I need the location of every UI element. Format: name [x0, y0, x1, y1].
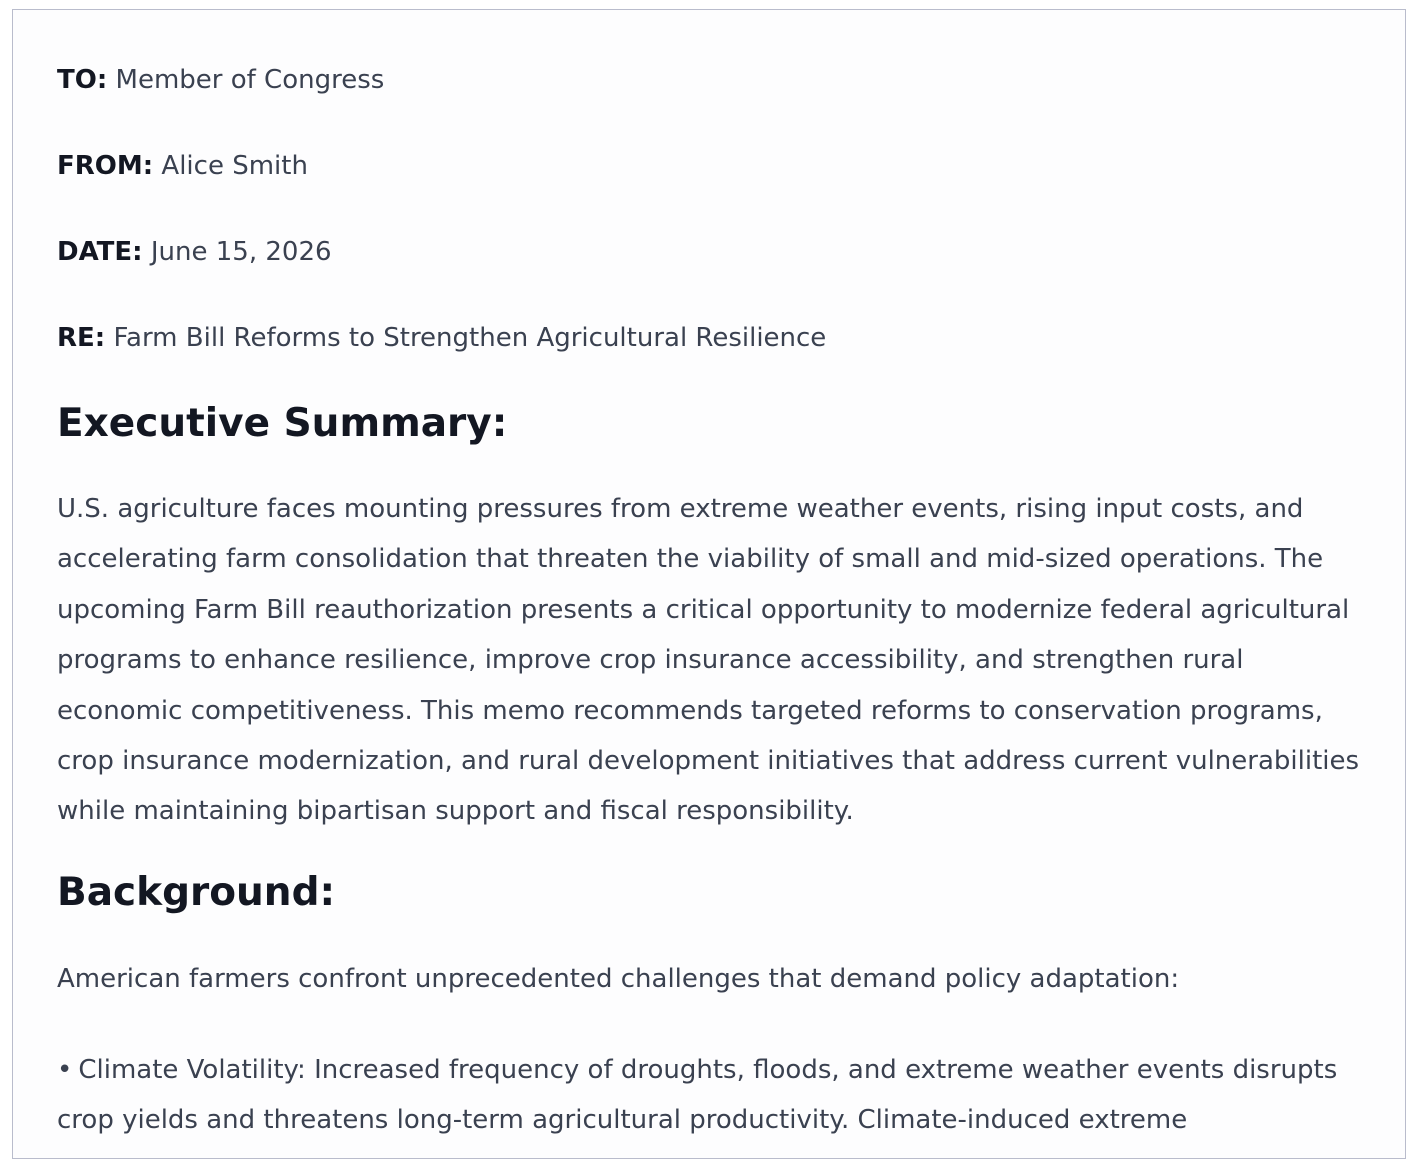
executive-summary-heading: Executive Summary: — [57, 401, 508, 446]
executive-summary-paragraph: U.S. agriculture faces mounting pressures from extreme weather events, rising input costs, and accelerating farm consolidation that threaten the viability of small and mid-sized operations. The upcoming Farm Bill reauthorization presents a critical opportunity to modernize federal agricultural programs to enhance resilience, improve crop insurance accessibility, and strengthen rural economic competitiveness. This memo recommends targeted reforms to conservation programs, crop insurance modernization, and rural development initiatives that address current vulnerabilities while maintaining bipartisan support and fiscal responsibility. — [57, 494, 1360, 827]
memo-re-label: RE: — [57, 323, 106, 353]
memo-to-label: TO: — [57, 65, 108, 95]
memo-from-value: Alice Smith — [161, 151, 308, 181]
memo-content — [57, 60, 1377, 1145]
bullet-text: Climate Volatility: Increased frequency of droughts, floods, and extreme weather events disrupts crop yields and threatens long-term agricultural productivity. Climate-induced extreme — [57, 1054, 1338, 1135]
background-bullet-item — [57, 1045, 1377, 1145]
memo-from-label: FROM: — [57, 151, 154, 181]
memo-re-line — [57, 318, 1377, 358]
memo-date-label: DATE: — [57, 237, 143, 267]
memo-to-line — [57, 60, 1377, 100]
background-intro-paragraph: American farmers confront unprecedented challenges that demand policy adaptation: — [57, 963, 1180, 994]
document-frame — [12, 9, 1406, 1159]
memo-re-value: Farm Bill Reforms to Strengthen Agricultural Resilience — [113, 323, 827, 353]
bullet-marker: • — [57, 1054, 73, 1085]
memo-from-line — [57, 146, 1377, 186]
memo-to-value: Member of Congress — [115, 65, 385, 95]
memo-date-line — [57, 232, 1377, 272]
memo-date-value: June 15, 2026 — [150, 237, 332, 267]
background-heading: Background: — [57, 869, 336, 915]
